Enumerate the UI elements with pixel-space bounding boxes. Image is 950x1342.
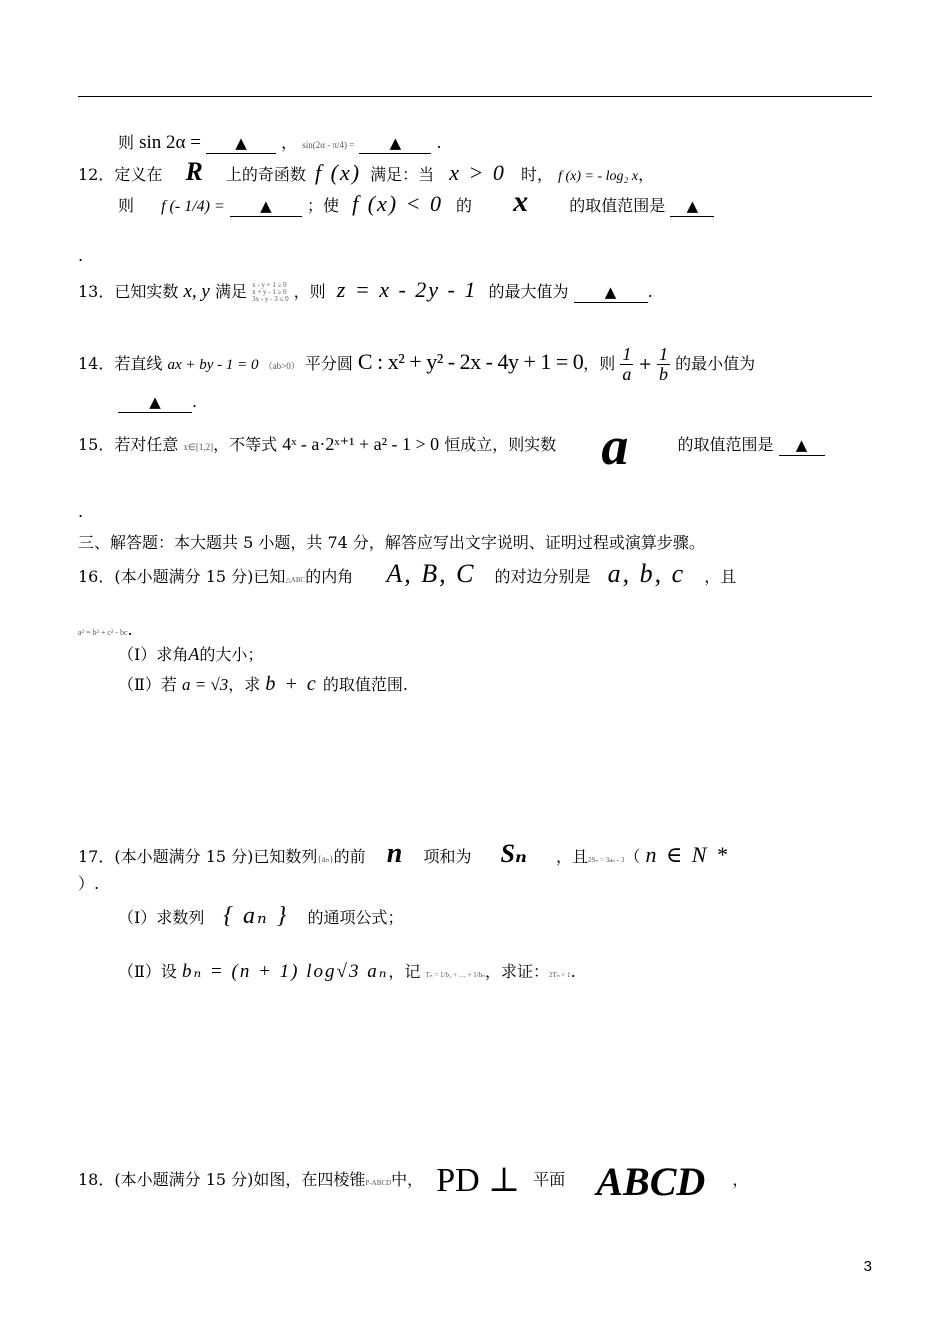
- q14-frac1: $\frac{1}{a}$: [622, 344, 632, 384]
- q12-end: .: [78, 246, 84, 265]
- q15-cond: x∈[1,2]: [183, 442, 214, 452]
- section3-heading: 三、解答题：本大题共 5 小题，共 74 分，解答应写出文字说明、证明过程或演算步骤。: [78, 533, 705, 552]
- q11-line: 则 sin 2α = ▲ ， sin(2α - π/4) = ▲ .: [118, 132, 442, 153]
- q12-blank2: ▲: [670, 196, 714, 217]
- q12-fx: f (x): [315, 160, 362, 185]
- q11-expr2: sin(2α - π/4) =: [302, 140, 355, 150]
- q16-line: 16．(本小题满分 15 分)已知△ABC的内角 A, B, C 的对边分别是 a, b, c ，且: [78, 559, 737, 588]
- q11-blank1: ▲: [206, 133, 276, 154]
- q16-part2: （Ⅱ）若 a = √3，求 b + c 的取值范围.: [118, 673, 408, 695]
- q17-part1: （Ⅰ）求数列 { aₙ } 的通项公式；: [118, 903, 404, 929]
- q12-line2: 则 f (- 1/4) = ▲ ；使 f (x) < 0 的 x 的取值范围是 ▲: [118, 192, 714, 217]
- q15-blank: ▲: [779, 435, 825, 456]
- q17-line-end: ）.: [78, 874, 100, 893]
- page-number: 3: [863, 1258, 872, 1275]
- q16-sides: a, b, c: [607, 559, 686, 588]
- q16-part1: （Ⅰ）求角A的大小；: [118, 644, 264, 664]
- q11-expr1: sin 2α =: [139, 132, 201, 153]
- q14-cond: （ab>0）: [263, 361, 300, 371]
- q15-line: 15．若对任意 x∈[1,2]，不等式 4ˣ - a·2ˣ⁺¹ + a² - 1 > 0 恒成立，则实数 a 的取值范围是 ▲: [78, 434, 825, 457]
- q16-triangle: △ABC: [285, 576, 306, 584]
- q14-line-eq: ax + by - 1 = 0: [167, 357, 259, 373]
- q14-frac2: $\frac{1}{b}$: [658, 344, 668, 384]
- q17-part2: （Ⅱ）设 bₙ = (n + 1) log√3 aₙ，记 Tₙ = 1/b₁ + … + 1/bₙ，求证：2Tₙ < 1.: [118, 961, 576, 982]
- q11-blank2: ▲: [359, 133, 431, 154]
- q14-line: 14．若直线 ax + by - 1 = 0 （ab>0） 平分圆 C : x² + y² - 2x - 4y + 1 = 0，则 $\frac{1}{a}$ + $\frac{1}{b}$ 的最小值为: [78, 344, 756, 384]
- q12-cond: x > 0: [449, 160, 506, 185]
- q13-vars: x, y: [183, 281, 210, 302]
- q17-line: 17．(本小题满分 15 分)已知数列{aₙ}的前 n 项和为 Sₙ ，且2Sₙ = 3aₙ - 3（ n ∈ N *: [78, 838, 729, 869]
- q16-angles: A, B, C: [386, 559, 476, 588]
- q12-blank1: ▲: [230, 196, 302, 217]
- q13-expr: z = x - 2y - 1: [336, 277, 478, 302]
- q12-R: R: [185, 157, 203, 186]
- q14-blank: ▲: [118, 392, 192, 413]
- q12-line1: 12．定义在 R 上的奇函数 f (x) 满足：当 x > 0 时， f (x) = - log₂ x，: [78, 157, 655, 186]
- header-rule: [78, 96, 872, 97]
- q15-ineq: 4ˣ - a·2ˣ⁺¹ + a² - 1 > 0: [282, 434, 440, 454]
- q12-ineq: f (x) < 0: [352, 191, 443, 216]
- q15-end: .: [78, 502, 84, 521]
- q12-fneg: f (- 1/4) =: [161, 198, 225, 215]
- q14-circle: C : x² + y² - 2x - 4y + 1 = 0: [357, 349, 584, 374]
- q13-blank: ▲: [574, 282, 648, 303]
- q14-line2: ▲ .: [118, 392, 197, 413]
- q13-line: 13．已知实数 x, y 满足 x - y + 1 ≥ 0 x + y - 1 ≥ 0 3x - y - 3 ≤ 0 ，则 z = x - 2y - 1 的最大值为 ▲ .: [78, 277, 653, 303]
- q12-x: x: [513, 185, 529, 218]
- q15-a: a: [601, 416, 629, 476]
- q16-relation: a² = b² + c² - bc.: [78, 620, 133, 639]
- q12-def: f (x) = - log₂ x: [558, 169, 639, 184]
- q13-system: x - y + 1 ≥ 0 x + y - 1 ≥ 0 3x - y - 3 ≤ 0: [252, 281, 289, 303]
- q18-line: 18．(本小题满分 15 分)如图，在四棱锥P-ABCD中， PD ⊥ 平面 ABCD ，: [78, 1159, 749, 1204]
